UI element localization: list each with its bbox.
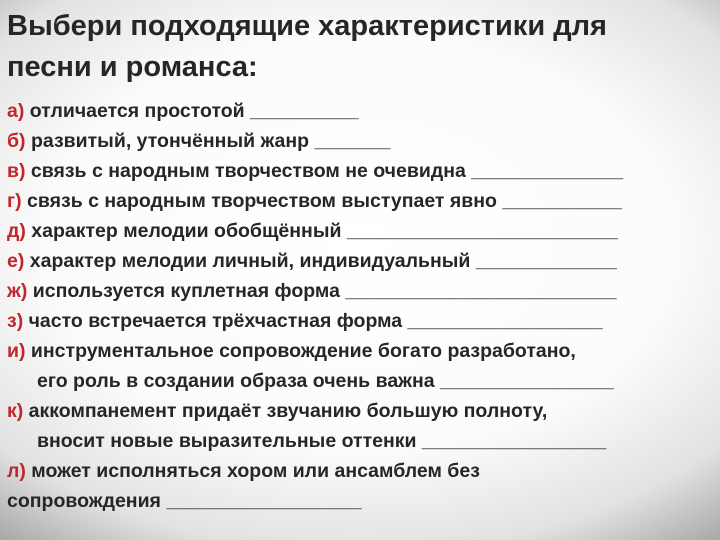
item-text-continued: его роль в создании образа очень важна ________________ bbox=[37, 370, 614, 392]
item-text: характер мелодии личный, индивидуальный _____________ bbox=[24, 250, 617, 272]
item-text-continued: вносит новые выразительные оттенки _________________ bbox=[37, 430, 607, 452]
characteristics-list bbox=[7, 96, 717, 516]
list-item-zh bbox=[7, 276, 717, 306]
item-letter: з) bbox=[7, 310, 24, 332]
item-letter: г) bbox=[7, 190, 22, 212]
item-text: аккомпанемент придаёт звучанию большую полноту, bbox=[23, 400, 548, 422]
item-text: инструментальное сопровождение богато разработано, bbox=[25, 340, 576, 362]
list-item-k bbox=[7, 396, 717, 456]
item-text: используется куплетная форма _________________________ bbox=[27, 280, 617, 302]
list-item-i bbox=[7, 336, 717, 396]
item-text: отличается простотой __________ bbox=[24, 100, 359, 122]
title-line-2: песни и романса: bbox=[7, 51, 258, 83]
item-letter: е) bbox=[7, 250, 25, 272]
item-letter: д) bbox=[7, 220, 26, 242]
title-line-1: Выбери подходящие характеристики для bbox=[7, 10, 607, 42]
list-item-b bbox=[7, 126, 717, 156]
list-item-l bbox=[7, 456, 717, 516]
item-letter: в) bbox=[7, 160, 26, 182]
list-item-d bbox=[7, 216, 717, 246]
list-item-v bbox=[7, 156, 717, 186]
item-text: развитый, утончённый жанр _______ bbox=[25, 130, 391, 152]
item-letter: и) bbox=[7, 340, 26, 362]
slide-title bbox=[7, 6, 707, 88]
item-text: характер мелодии обобщённый _________________________ bbox=[25, 220, 618, 242]
item-letter: ж) bbox=[7, 280, 28, 302]
list-item-z bbox=[7, 306, 717, 336]
list-item-a bbox=[7, 96, 717, 126]
item-text: связь с народным творчеством выступает явно ___________ bbox=[21, 190, 622, 212]
item-text: связь с народным творчеством не очевидна ______________ bbox=[25, 160, 624, 182]
item-letter: а) bbox=[7, 100, 25, 122]
list-item-e bbox=[7, 246, 717, 276]
item-letter: к) bbox=[7, 400, 24, 422]
item-text: часто встречается трёхчастная форма __________________ bbox=[23, 310, 603, 332]
item-letter: б) bbox=[7, 130, 26, 152]
item-letter: л) bbox=[7, 460, 26, 482]
list-item-g bbox=[7, 186, 717, 216]
item-text-continued: сопровождения __________________ bbox=[7, 490, 362, 512]
item-text: может исполняться хором или ансамблем без bbox=[25, 460, 480, 482]
